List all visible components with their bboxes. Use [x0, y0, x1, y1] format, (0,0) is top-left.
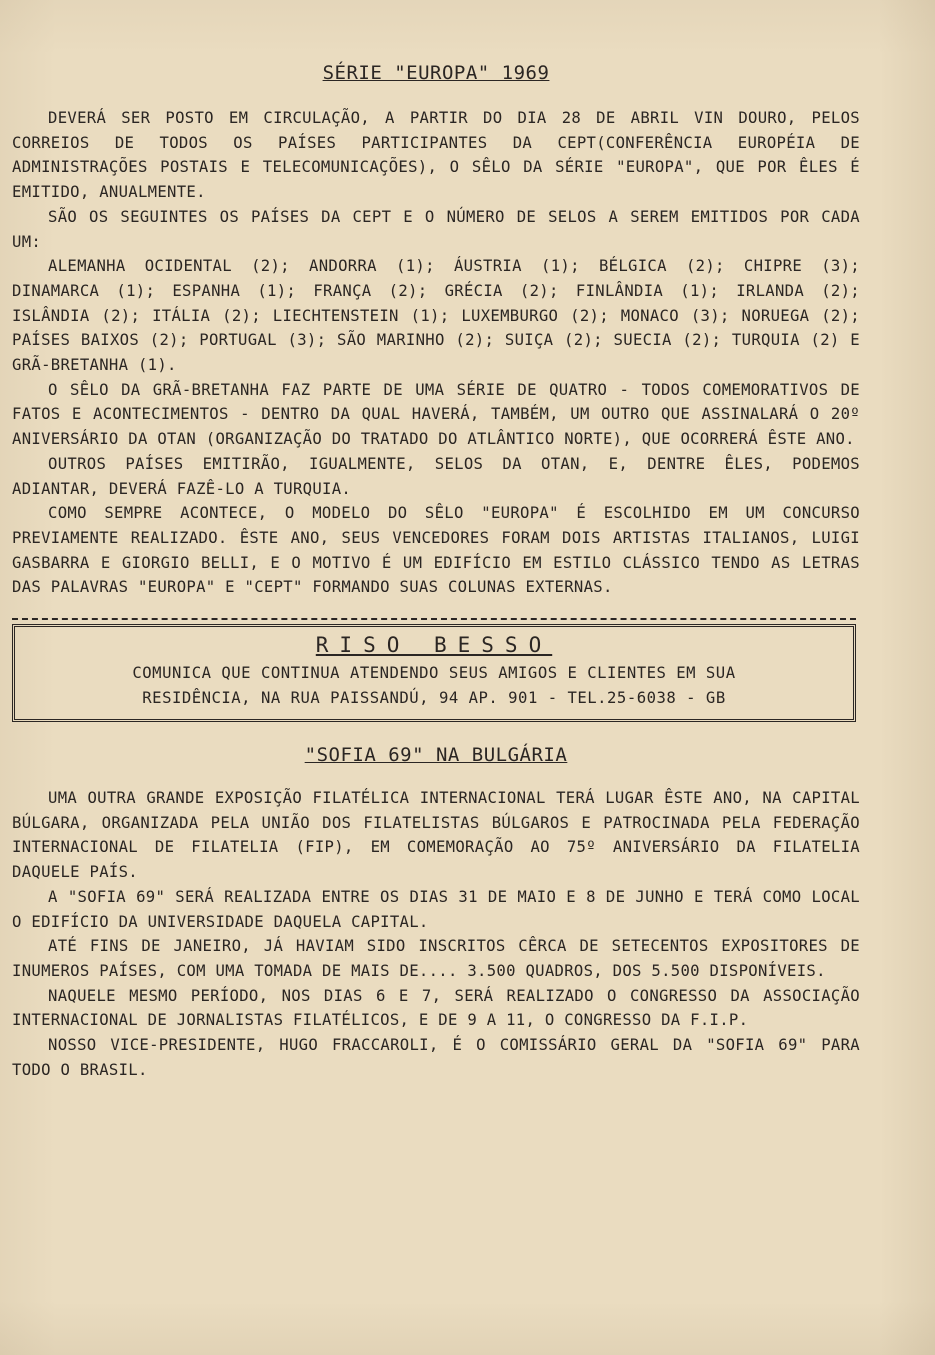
paragraph-country-list: ALEMANHA OCIDENTAL (2); ANDORRA (1); ÁUSTRIA (1); BÉLGICA (2); CHIPRE (3); DINAMARCA (1); ESPANHA (1); FRANÇA (2); GRÉCIA (2); FINLÂNDIA (1); IRLANDA (2); ISLÂNDIA (2); ITÁLIA (2); LIECHTENSTEIN (1); LUXEMBURGO (2); MONACO (3); NORUEGA (2); PAÍSES BAIXOS (2); PORTUGAL (3); SÃO MARINHO (2); SUIÇA (2); SUECIA (2); TURQUIA (2) E GRÃ-BRETANHA (1). [12, 257, 860, 375]
paragraph: UMA OUTRA GRANDE EXPOSIÇÃO FILATÉLICA INTERNACIONAL TERÁ LUGAR ÊSTE ANO, NA CAPITAL BÚLGARA, ORGANIZADA PELA UNIÃO DOS FILATELISTAS BÚLGAROS E PATROCINADA PELA FEDERAÇÃO INTERNACIONAL DE FILATELIA (FIP), EM COMEMORAÇÃO AO 75º ANIVERSÁRIO DA FILATELIA DAQUELE PAÍS. [12, 789, 860, 882]
paragraph: O SÊLO DA GRÃ-BRETANHA FAZ PARTE DE UMA SÉRIE DE QUATRO - TODOS COMEMORATIVOS DE FATOS E ACONTECIMENTOS - DENTRO DA QUAL HAVERÁ, TAMBÉM, UM OUTRO QUE ASSINALARÁ O 20º ANIVERSÁRIO DA OTAN (ORGANIZAÇÃO DO TRATADO DO ATLÂNTICO NORTE), QUE OCORRERÁ ÊSTE ANO. [12, 380, 860, 449]
paragraph: COMO SEMPRE ACONTECE, O MODELO DO SÊLO "EUROPA" É ESCOLHIDO EM UM CONCURSO PREVIAMENTE REALIZADO. ÊSTE ANO, SEUS VENCEDORES FORAM DOIS ARTISTAS ITALIANOS, LUIGI GASBARRA E GIORGIO BELLI, E O MOTIVO É UM EDIFÍCIO EM ESTILO CLÁSSICO TENDO AS LETRAS DAS PALAVRAS "EUROPA" E "CEPT" FORMANDO SUAS COLUNAS EXTERNAS. [12, 504, 860, 597]
paragraph: SÃO OS SEGUINTES OS PAÍSES DA CEPT E O NÚMERO DE SELOS A SEREM EMITIDOS POR CADA UM: [12, 207, 860, 251]
paragraph: DEVERÁ SER POSTO EM CIRCULAÇÃO, A PARTIR DO DIA 28 DE ABRIL VIN DOURO, PELOS CORREIOS DE TODOS OS PAÍSES PARTICIPANTES DA CEPT(CONFERÊNCIA EUROPÉIA DE ADMINISTRAÇÕES POSTAIS E TELECOMUNICAÇÕES), O SÊLO DA SÉRIE "EUROPA", QUE POR ÊLES É EMITIDO, ANUALMENTE. [12, 109, 860, 202]
advertisement-line-1: COMUNICA QUE CONTINUA ATENDENDO SEUS AMIGOS E CLIENTES EM SUA [132, 664, 736, 683]
paragraph: A "SOFIA 69" SERÁ REALIZADA ENTRE OS DIAS 31 DE MAIO E 8 DE JUNHO E TERÁ COMO LOCAL O EDIFÍCIO DA UNIVERSIDADE DAQUELA CAPITAL. [12, 887, 860, 931]
paragraph: OUTROS PAÍSES EMITIRÃO, IGUALMENTE, SELOS DA OTAN, E, DENTRE ÊLES, PODEMOS ADIANTAR, DEVERÁ FAZÊ-LO A TURQUIA. [12, 454, 860, 498]
section-title-europa: SÉRIE "EUROPA" 1969 [322, 62, 550, 84]
paragraph: ATÉ FINS DE JANEIRO, JÁ HAVIAM SIDO INSCRITOS CÊRCA DE SETECENTOS EXPOSITORES DE INUMEROS PAÍSES, COM UMA TOMADA DE MAIS DE.... 3.500 QUADROS, DOS 5.500 DISPONÍVEIS. [12, 937, 860, 980]
advertisement-box [12, 624, 856, 722]
paragraph: NOSSO VICE-PRESIDENTE, HUGO FRACCAROLI, É O COMISSÁRIO GERAL DA "SOFIA 69" PARA TODO O BRASIL. [12, 1036, 860, 1079]
section-body-europa [12, 106, 860, 600]
section-body-sofia [12, 786, 860, 1082]
advertisement-line-2: RESIDÊNCIA, NA RUA PAISSANDÚ, 94 AP. 901 - TEL.25-6038 - GB [142, 689, 726, 708]
document-page [12, 62, 860, 1083]
advertisement-title: RISO BESSO [315, 633, 553, 658]
section-title-sofia: "SOFIA 69" NA BULGÁRIA [304, 744, 568, 767]
paragraph: NAQUELE MESMO PERÍODO, NOS DIAS 6 E 7, SERÁ REALIZADO O CONGRESSO DA ASSOCIAÇÃO INTERNACIONAL DE JORNALISTAS FILATÉLICOS, E DE 9 A 11, O CONGRESSO DA F.I.P. [12, 986, 860, 1030]
